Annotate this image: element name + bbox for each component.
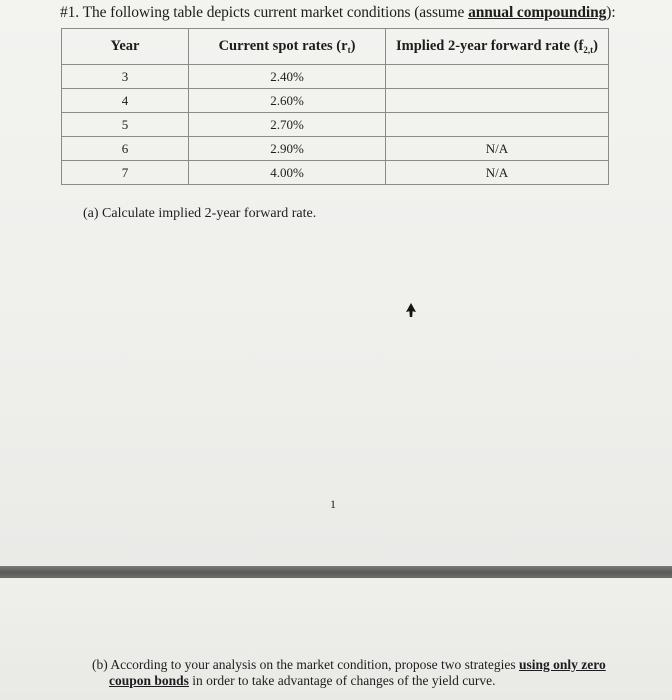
page-number: 1 <box>330 497 336 511</box>
cell-forward-rate: N/A <box>386 161 609 185</box>
cell-year: 6 <box>62 137 189 161</box>
cell-year: 5 <box>62 113 189 137</box>
cell-spot-rate: 2.90% <box>189 137 386 161</box>
heading-prefix: #1. The following table depicts current market conditions (assume <box>60 4 469 21</box>
question-b-text: (b) According to your analysis on the market condition, propose two strategies <box>92 657 520 672</box>
cell-year: 3 <box>62 65 189 89</box>
cell-spot-rate: 4.00% <box>189 161 386 185</box>
cell-year: 7 <box>62 161 189 185</box>
header-spot-rates: Current spot rates $(r_t)$ <box>189 29 386 65</box>
page-divider <box>0 566 672 578</box>
table-row <box>62 137 609 161</box>
cell-year: 4 <box>62 89 189 113</box>
heading-emphasis: annual compounding <box>468 4 607 21</box>
cell-forward-rate[interactable] <box>386 65 609 89</box>
market-conditions-table <box>61 28 609 185</box>
question-b-text-end: in order to take advantage of changes of the yield curve. <box>188 673 496 688</box>
table-header-row <box>62 29 609 65</box>
table-row <box>62 89 609 113</box>
table-row <box>62 113 609 137</box>
question-a: (a) Calculate implied 2-year forward rate. <box>83 206 317 221</box>
cell-forward-rate: N/A <box>386 137 609 161</box>
table-row <box>62 161 609 185</box>
heading-suffix: ): <box>606 4 616 21</box>
header-forward-rate: Implied 2-year forward rate $(f_{2,t})$ <box>386 29 609 65</box>
cell-forward-rate[interactable] <box>386 89 609 113</box>
question-b-emphasis-2: coupon bonds <box>109 673 189 688</box>
question-b-emphasis-1: using only zero <box>519 657 606 672</box>
table-row <box>62 65 609 89</box>
question-b <box>92 657 632 689</box>
cell-forward-rate[interactable] <box>386 113 609 137</box>
cell-spot-rate: 2.70% <box>189 113 386 137</box>
cell-spot-rate: 2.60% <box>189 89 386 113</box>
header-year: Year <box>62 29 189 65</box>
problem-heading <box>60 4 616 22</box>
cell-spot-rate: 2.40% <box>189 65 386 89</box>
mouse-pointer-icon <box>404 302 418 318</box>
